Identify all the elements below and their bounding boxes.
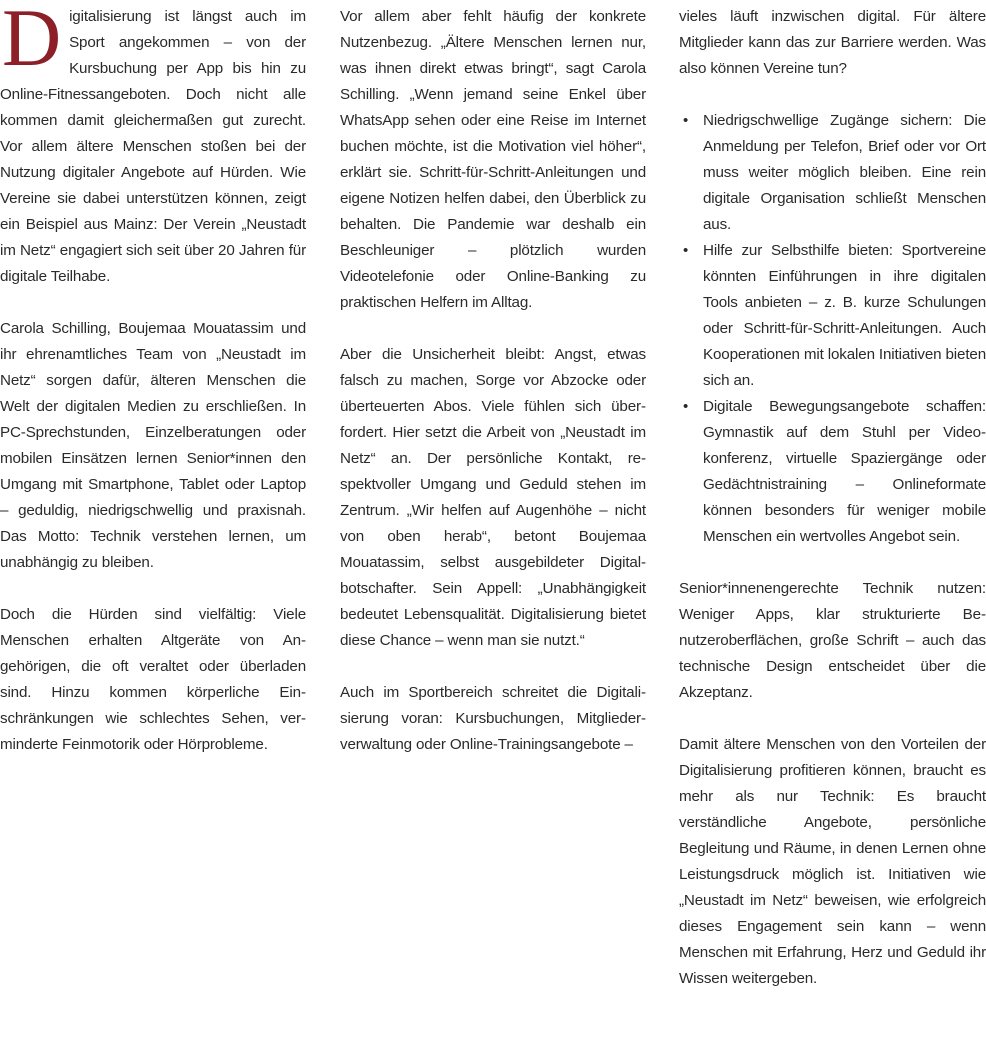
list-item-text: Niedrigschwellige Zugänge sichern: Die Anmeldung per Telefon, Brief oder vor Ort muss weiter möglich bleiben. Eine rein digitale Organisation schließt Menschen aus. xyxy=(703,112,986,233)
list-item-text: Hilfe zur Selbsthilfe bieten: Sportvereine könnten Einführungen in ihre digitalen Tools anbieten – z. B. kurze Schulungen oder Schritt-für-Schritt-Anleitungen. Auch Kooperationen mit lokalen Initiativen bieten sich an. xyxy=(703,242,986,389)
list-item-text: Digitale Bewegungsangebote schaffen: Gymnastik auf dem Stuhl per Videokonferenz, virtuelle Spaziergänge oder Gedächtnistraining – Onlineformate können besonders für weniger mobile Menschen ein wertvolles Angebot sein. xyxy=(703,398,986,545)
paragraph-intro xyxy=(0,0,306,290)
bullet-icon: • xyxy=(683,398,689,415)
paragraph-technology: Senior*innenengerechte Technik nutzen: Weniger Apps, klar strukturierte Benutzeroberflächen, große Schrift – auch das technische Design entscheidet über die Akzeptanz. xyxy=(679,580,986,701)
recommendations-list xyxy=(679,108,986,550)
article-column-3 xyxy=(679,4,986,1018)
article-column-1 xyxy=(0,0,306,784)
bullet-icon: • xyxy=(683,242,689,259)
paragraph-uncertainty: Aber die Unsicherheit bleibt: Angst, etwas falsch zu machen, Sorge vor Abzocke oder überteuerten Abos. Viele fühlen sich überfordert. Hier setzt die Arbeit von „Neustadt im Netz“ an. Der persönliche Kontakt, respektvoller Umgang und Geduld stehen im Zentrum. „Wir helfen auf Augenhöhe – nicht von oben herab“, betont Boujemaa Mouatassim, selbst ausgebildeter Digitalbotschafter. Sein Appell: „Unabhängigkeit bedeutet Lebensqualität. Digitalisierung bietet diese Chance – wenn man sie nutzt.“ xyxy=(340,346,646,649)
dropcap-letter: D xyxy=(2,0,62,83)
paragraph-barrier: vieles läuft inzwischen digital. Für ältere Mitglieder kann das zur Barriere werden. Was also können Vereine tun? xyxy=(679,8,986,77)
list-item xyxy=(683,394,986,550)
paragraph-conclusion: Damit ältere Menschen von den Vorteilen der Digitalisierung profitieren können, braucht es mehr als nur Technik: Es braucht verständliche Angebote, persönliche Begleitung und Räume, in denen Lernen ohne Leistungsdruck möglich ist. Initiativen wie „Neustadt im Netz“ beweisen, wie erfolgreich dieses Engagement sein kann – wenn Menschen mit Erfahrung, Herz und Geduld ihr Wissen weitergeben. xyxy=(679,736,986,987)
paragraph-sport-digital: Auch im Sportbereich schreitet die Digitalisierung voran: Kursbuchungen, Mitgliederverwaltung oder Online-Trainingsangebote – xyxy=(340,684,646,753)
list-item xyxy=(683,108,986,238)
paragraph-hurdles: Doch die Hürden sind vielfältig: Viele Menschen erhalten Altgeräte von Angehörigen, die oft veraltet oder überladen sind. Hinzu kommen körperliche Einschränkungen wie schlechtes Sehen, verminderte Feinmotorik oder Hörprobleme. xyxy=(0,606,306,753)
paragraph-team: Carola Schilling, Boujemaa Mouatassim und ihr ehrenamtliches Team von „Neustadt im Netz“ sorgen dafür, älteren Menschen die Welt der digitalen Medien zu erschließen. In PC-Sprechstunden, Einzelberatungen oder mobilen Einsätzen lernen Senior*innen den Umgang mit Smartphone, Tablet oder Laptop – geduldig, niedrigschwellig und praxisnah. Das Motto: Technik verstehen lernen, um unabhängig zu bleiben. xyxy=(0,320,306,571)
article-column-2 xyxy=(340,4,646,784)
list-item xyxy=(683,238,986,394)
bullet-icon: • xyxy=(683,112,689,129)
paragraph-benefit: Vor allem aber fehlt häufig der konkrete Nutzenbezug. „Ältere Menschen lernen nur, was ihnen direkt etwas bringt“, sagt Carola Schilling. „Wenn jemand seine Enkel über WhatsApp sehen oder eine Reise im Internet buchen möchte, ist die Motivation viel höher“, erklärt sie. Schritt-für-Schritt-Anleitungen und eigene Notizen helfen dabei, den Überblick zu behalten. Die Pandemie war deshalb ein Beschleuniger – plötzlich wurden Videotelefonie oder Online-Banking zu praktischen Helfern im Alltag. xyxy=(340,8,646,311)
paragraph-intro-text: igitalisierung ist längst auch im Sport angekommen – von der Kursbuchung per App bis hin zu Online-Fitnessangeboten. Doch nicht alle kommen damit gleichermaßen gut zurecht. Vor allem ältere Menschen stoßen bei der Nutzung digitaler Angebote auf Hürden. Wie Vereine sie dabei unterstützen können, zeigt ein Beispiel aus Mainz: Der Verein „Neustadt im Netz“ engagiert sich seit über 20 Jahren für digitale Teilhabe. xyxy=(0,8,306,285)
